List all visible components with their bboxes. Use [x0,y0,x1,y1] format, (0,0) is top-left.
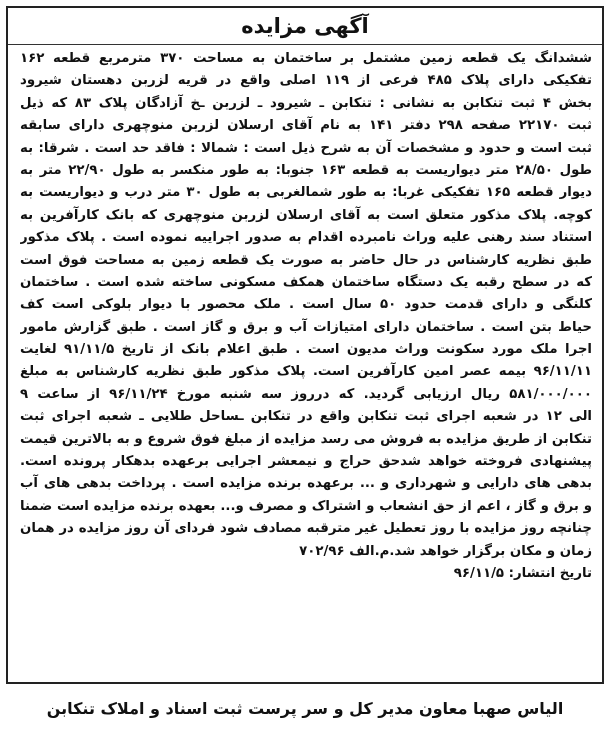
notice-line: اجرا ملک مورد سکونت وراث مدیون است . طبق اعلام بانک از تاریخ ۹۱/۱۱/۵ لغایت [20,342,592,358]
notice-line: کوچه. پلاک مذکور متعلق است به آقای ارسلان لزربن منوچهری که بانک کارآفرین به [20,207,592,223]
notice-line: بدهی های دارایی و شهرداری و ... برعهده برنده مزایده است . پرداخت بدهی های آب [20,476,592,492]
notice-line: ثبت است و حدود و مشخصات آن به شرح ذیل است : شمالا : فاقد حد است . شرقا: به [20,140,592,156]
notice-line: الی ۱۲ در شعبه اجرای ثبت تنکابن واقع در تنکابن ـساحل طلایی ـ شعبه اجرای ثبت [20,409,592,425]
notice-line: و برق و گاز ، اعم از حق انشعاب و اشتراک و مصرف و... بعهده برنده مزایده است ضمنا [20,498,592,514]
notice-line: زمان و مکان برگزار خواهد شد.م.الف ۷۰۲/۹۶ [299,543,592,559]
notice-line: ششدانگ یک قطعه زمین مشتمل بر ساختمان به مساحت ۳۷۰ مترمربع قطعه ۱۶۲ [20,51,592,66]
notice-line: بخش ۴ ثبت تنکابن به نشانی : تنکابن ـ شیرود ـ لزربن ـخ آزادگان پلاک ۸۳ که ذیل [20,95,592,111]
notice-line: پیشنهادی فروخته خواهد شدحق حراج و نیمعشر اجرایی برعهده بدهکار پرونده است. [20,454,592,470]
notice-line: حیاط بتن است . ساختمان دارای امتیازات آب و برق و گاز است . طبق گزارش مامور [20,319,592,335]
notice-line: طبق نظریه کارشناس در حال حاضر به صورت یک قطعه زمین به مساحت فوق است [20,252,592,268]
notice-line: دیوار قطعه ۱۶۵ تفکیکی غربا: به طور شمالغربی به طول ۳۰ متر درب و دیواریست به [20,185,592,201]
notice-line: ۹۶/۱۱/۱۱ بیمه عصر امین کارآفرین است. پلاک مذکور طبق نظریه کارشناس به مبلغ [20,364,592,380]
notice-body [20,48,592,585]
notice-line: چنانچه روز مزایده با روز تعطیل غیر مترقبه مصادف شود فردای آن روز مزایده در همان [20,521,592,537]
notice-line: تنکابن از طریق مزایده به فروش می رسد مزایده از مبلغ فوق شروع و به بالاترین قیمت [20,431,592,447]
signature-line: الیاس صهبا معاون مدیر کل و سر پرست ثبت اسناد و املاک تنکابن [46,698,564,718]
notice-line: که در سطح رقبه یک دستگاه ساختمان همکف مسکونی ساخته شده است . ساختمان [20,274,592,290]
notice-line: ثبت ۲۲۱۷۰ صفحه ۲۹۸ دفتر ۱۴۱ به نام آقای ارسلان لزربن منوچهری دارای سابقه [20,118,592,134]
notice-line: طول ۲۸/۵۰ متر دیواریست به قطعه ۱۶۳ جنوبا: به طور منکسر به طول ۲۲/۹۰ متر به [20,162,592,178]
notice-frame [6,6,604,684]
notice-line: استناد سند رهنی علیه وراث نامبرده اقدام به صدور اجراییه نموده است . پلاک مذکور [20,230,592,246]
publish-date: تاریخ انتشار: ۹۶/۱۱/۵ [453,565,592,581]
title-box [8,8,602,45]
notice-line: ۵۸۱/۰۰۰/۰۰۰ ریال ارزیابی گردید. که درروز سه شنبه مورخ ۹۶/۱۱/۲۴ از ساعت ۹ [20,386,592,402]
notice-line: کلنگی و دارای قدمت حدود ۵۰ سال است . ملک محصور با دیوار بلوکی است کف [20,297,592,313]
notice-line: تفکیکی دارای پلاک ۴۸۵ فرعی از ۱۱۹ اصلی واقع در قریه لزربن دهستان شیرود [20,73,592,89]
notice-title: آگهی مزایده [241,14,369,38]
